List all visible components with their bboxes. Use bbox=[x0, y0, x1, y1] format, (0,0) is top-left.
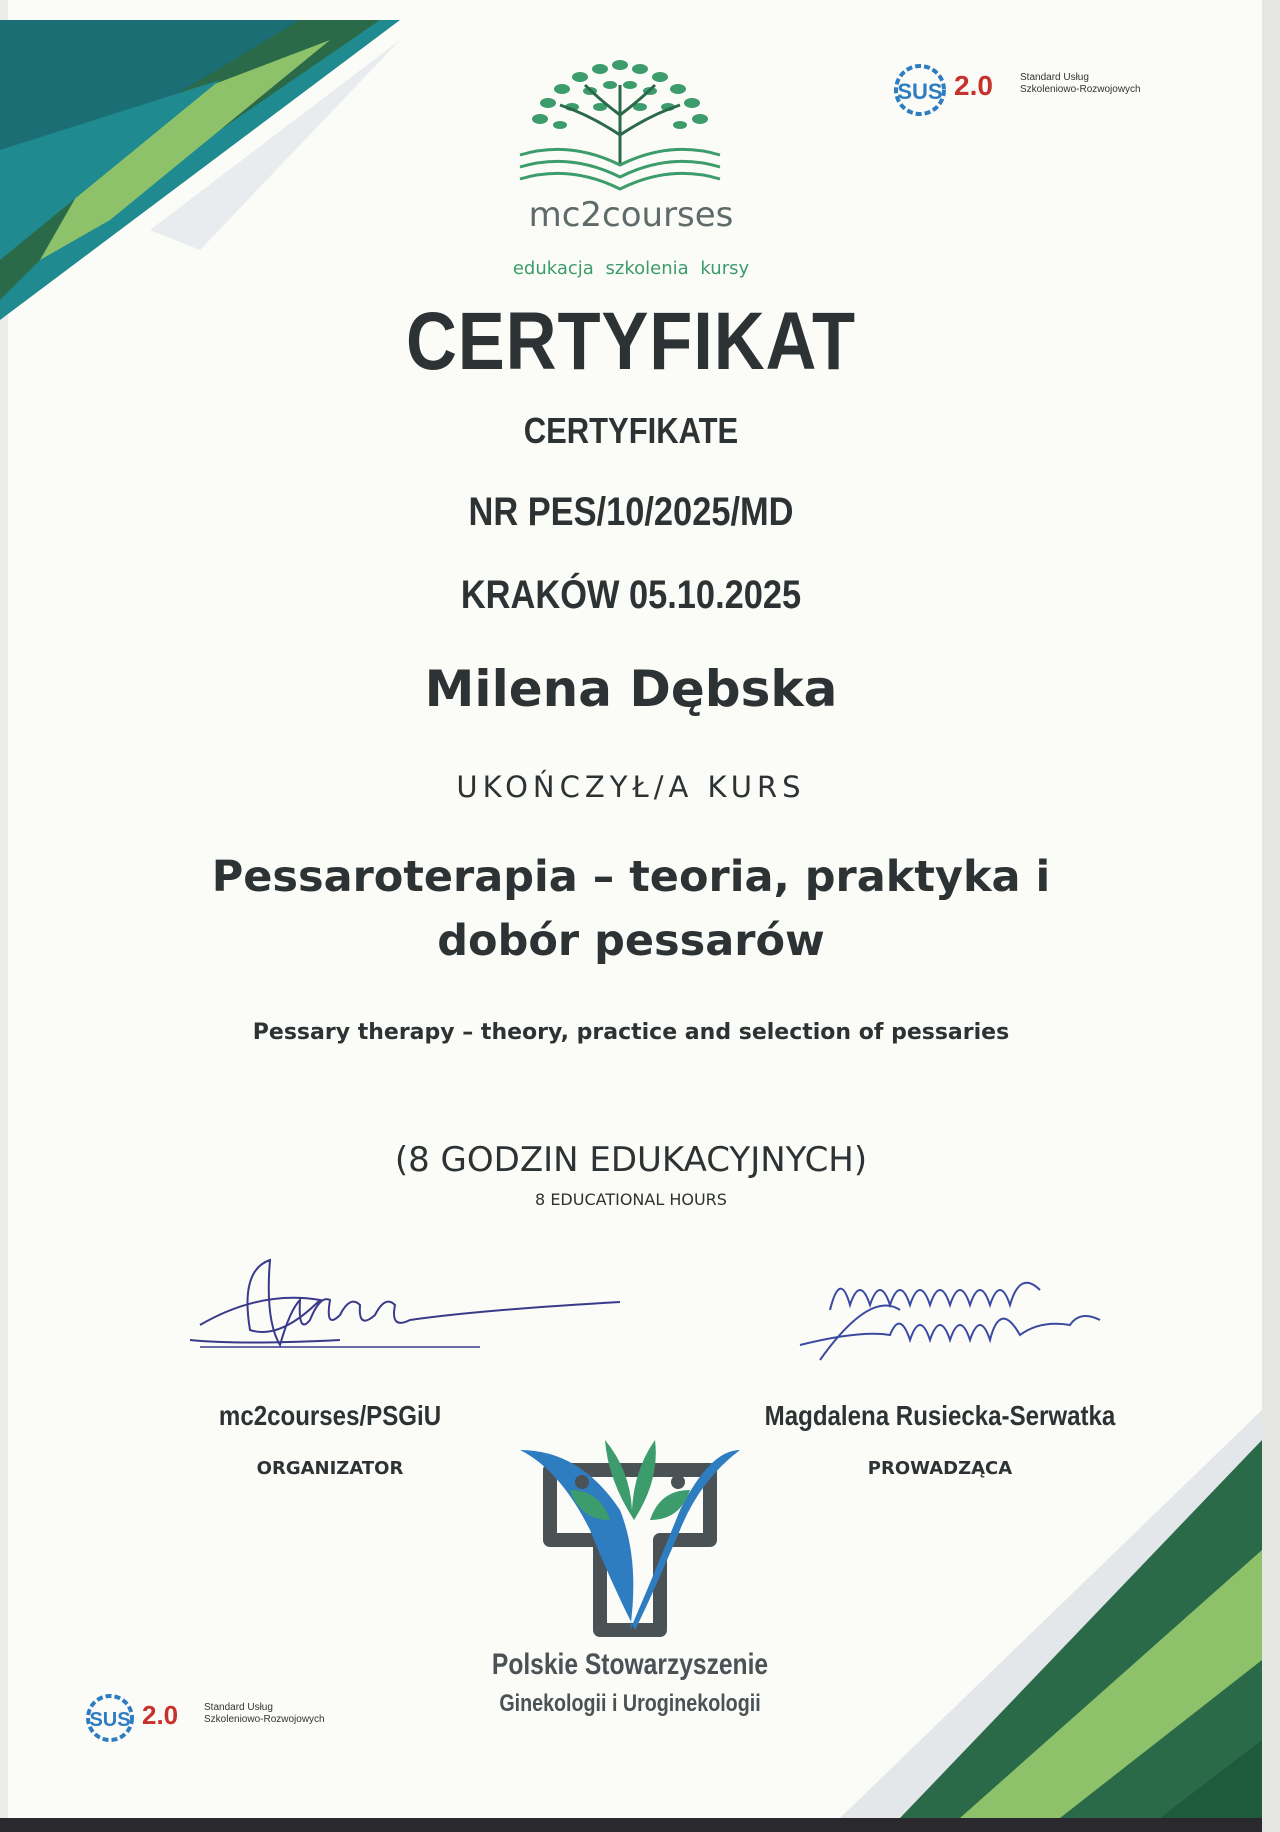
brand-name: mc2courses bbox=[528, 195, 734, 235]
course-title-line2: dobór pessarów bbox=[437, 916, 825, 966]
completed-label: UKOŃCZYŁ/A KURS bbox=[456, 770, 806, 804]
certificate-number: NR PES/10/2025/MD bbox=[468, 490, 794, 534]
sus-badge-top bbox=[890, 60, 1190, 120]
signature-left-role: ORGANIZATOR bbox=[256, 1458, 404, 1479]
certificate-place-date: KRAKÓW 05.10.2025 bbox=[460, 573, 802, 617]
course-title-line1: Pessaroterapia – teoria, praktyka i bbox=[211, 852, 1051, 902]
course-hours-en: 8 EDUCATIONAL HOURS bbox=[535, 1190, 727, 1209]
sus-badge-bottom bbox=[82, 1690, 382, 1746]
svg-text:SUS: SUS bbox=[89, 1709, 131, 1731]
sus-label: Standard Usług Szkoleniowo-Rozwojowych bbox=[1020, 72, 1141, 95]
paper-edge bbox=[1262, 0, 1280, 1832]
course-hours: (8 GODZIN EDUKACYJNYCH) bbox=[394, 1140, 868, 1180]
sus-gear-icon bbox=[82, 1690, 140, 1746]
signature-right-role: PROWADZĄCA bbox=[867, 1458, 1013, 1479]
sus-version: 2.0 bbox=[954, 70, 993, 101]
psgiu-cross-logo-icon bbox=[510, 1430, 750, 1640]
signature-right bbox=[780, 1250, 1120, 1390]
recipient-name: Milena Dębska bbox=[424, 660, 838, 718]
background-strip bbox=[0, 1818, 1262, 1832]
society-name-line1: Polskie Stowarzyszenie bbox=[491, 1648, 769, 1681]
svg-text:SUS: SUS bbox=[897, 79, 943, 104]
certificate-title: CERTYFIKAT bbox=[406, 296, 856, 387]
signature-left bbox=[180, 1250, 640, 1380]
sus-version: 2.0 bbox=[142, 1700, 179, 1730]
tree-book-logo-icon bbox=[500, 45, 740, 205]
signature-right-name: Magdalena Rusiecka-Serwatka bbox=[764, 1400, 1116, 1431]
sus-label: Standard Usług Szkoleniowo-Rozwojowych bbox=[204, 1702, 325, 1725]
course-title-en: Pessary therapy – theory, practice and selection of pessaries bbox=[252, 1020, 1010, 1045]
sus-gear-icon bbox=[890, 60, 952, 120]
brand-tagline: edukacja szkolenia kursy bbox=[512, 258, 750, 279]
corner-decoration-top-left bbox=[0, 0, 420, 330]
signature-left-name: mc2courses/PSGiU bbox=[218, 1400, 442, 1431]
course-title bbox=[0, 845, 1262, 973]
certificate-title-en: CERTYFIKATE bbox=[523, 410, 739, 451]
society-name-line2: Ginekologii i Uroginekologii bbox=[499, 1690, 761, 1717]
